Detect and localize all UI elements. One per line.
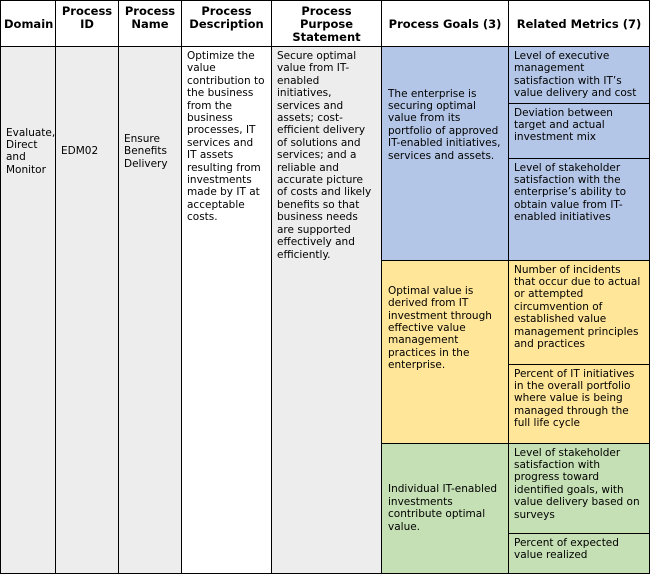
process-id-cell: EDM02 [56, 47, 119, 574]
process-purpose-cell: Secure optimal value from IT-enabled initiatives, services and assets; cost-efficient delivery of solutions and services; and a reliable and accurate picture of costs and likely benefits so that business needs are supported effectively and efficiently. [272, 47, 382, 574]
header-process-id: Process ID [56, 1, 119, 47]
metric-5: Percent of IT initiatives in the overall portfolio where value is being managed through the full life cycle [509, 364, 650, 443]
metric-2: Deviation between target and actual investment mix [509, 103, 650, 158]
header-domain: Domain [1, 1, 56, 47]
metric-1: Level of executive management satisfaction with IT’s value delivery and cost [509, 47, 650, 104]
metric-4: Number of incidents that occur due to actual or attempted circumvention of established value management principles and practices [509, 260, 650, 364]
process-description-cell: Optimize the value contribution to the business from the business processes, IT services and IT assets resulting from investments made by IT at acceptable costs. [182, 47, 272, 574]
process-name-cell: Ensure Benefits Delivery [119, 47, 182, 574]
process-goal-3: Individual IT-enabled investments contribute optimal value. [382, 443, 509, 573]
header-process-name: Process Name [119, 1, 182, 47]
metric-3: Level of stakeholder satisfaction with the enterprise’s ability to obtain value from IT-enabled initiatives [509, 158, 650, 260]
header-process-purpose: Process Purpose Statement [272, 1, 382, 47]
domain-cell: Evaluate, Direct and Monitor [1, 47, 56, 574]
header-row [1, 1, 650, 47]
header-related-metrics: Related Metrics (7) [509, 1, 650, 47]
process-goal-1: The enterprise is securing optimal value from its portfolio of approved IT-enabled initiatives, services and assets. [382, 47, 509, 261]
process-goal-2: Optimal value is derived from IT investment through effective value management practices in the enterprise. [382, 260, 509, 443]
table-row [1, 47, 650, 104]
header-process-goals: Process Goals (3) [382, 1, 509, 47]
header-process-description: Process Description [182, 1, 272, 47]
metric-7: Percent of expected value realized [509, 533, 650, 573]
metric-6: Level of stakeholder satisfaction with progress toward identified goals, with value delivery based on surveys [509, 443, 650, 533]
